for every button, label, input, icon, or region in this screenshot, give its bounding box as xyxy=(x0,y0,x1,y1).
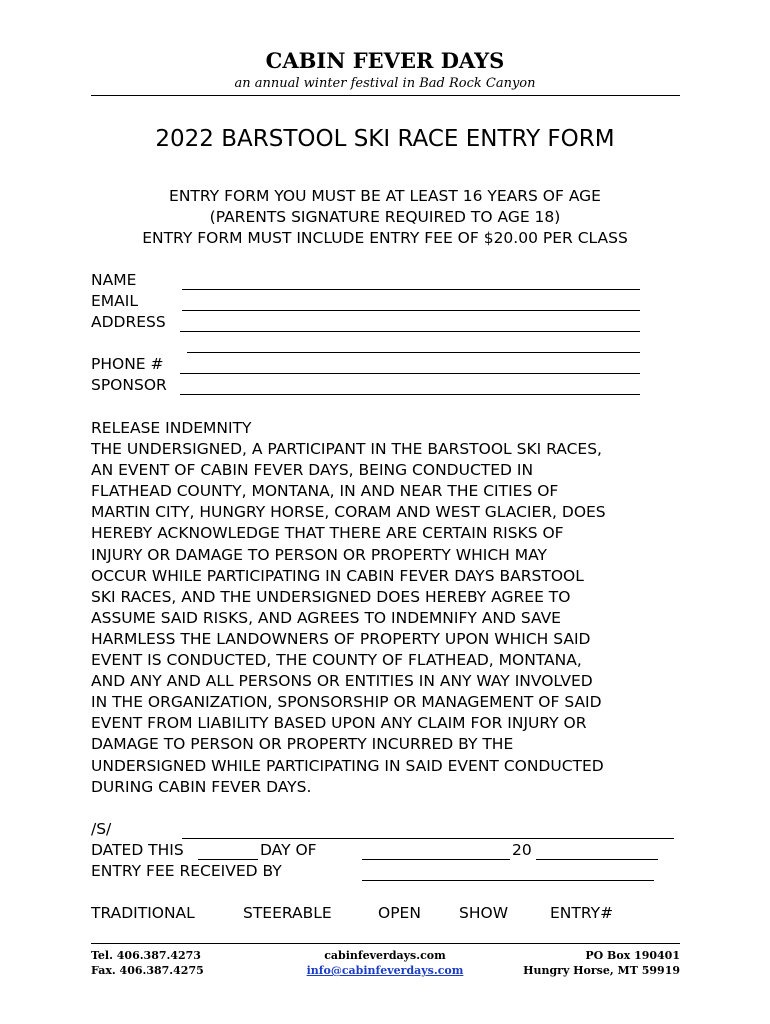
release-line: FLATHEAD COUNTY, MONTANA, IN AND NEAR THE CITIES OF xyxy=(91,482,559,501)
release-line: AN EVENT OF CABIN FEVER DAYS, BEING CONDUCTED IN xyxy=(91,461,534,480)
release-line: MARTIN CITY, HUNGRY HORSE, CORAM AND WEST GLACIER, DOES xyxy=(91,503,606,522)
sponsor-label: SPONSOR xyxy=(91,376,167,394)
footer-website: cabinfeverdays.com xyxy=(324,949,446,962)
release-line: UNDERSIGNED WHILE PARTICIPATING IN SAID EVENT CONDUCTED xyxy=(91,756,604,775)
fee-received-field[interactable] xyxy=(362,880,654,881)
entry-number-label: ENTRY# xyxy=(550,904,614,922)
festival-title: CABIN FEVER DAYS xyxy=(265,48,505,73)
release-line: EVENT IS CONDUCTED, THE COUNTY OF FLATHEAD, MONTANA, xyxy=(91,651,582,670)
signature-label: /S/ xyxy=(91,820,112,838)
year-field[interactable] xyxy=(536,859,658,860)
release-line: INJURY OR DAMAGE TO PERSON OR PROPERTY WHICH MAY xyxy=(91,545,547,564)
class-open: OPEN xyxy=(378,904,421,922)
name-field[interactable] xyxy=(182,289,640,290)
release-line: HARMLESS THE LANDOWNERS OF PROPERTY UPON WHICH SAID xyxy=(91,629,591,648)
footer-divider xyxy=(91,943,680,944)
requirement-line: ENTRY FORM YOU MUST BE AT LEAST 16 YEARS OF AGE xyxy=(169,187,601,205)
footer-po-box: PO Box 190401 xyxy=(585,949,680,962)
footer-address-block xyxy=(523,948,680,978)
fee-received-label: ENTRY FEE RECEIVED BY xyxy=(91,862,282,880)
phone-field[interactable] xyxy=(180,373,640,374)
phone-label: PHONE # xyxy=(91,355,164,373)
release-line: AND ANY AND ALL PERSONS OR ENTITIES IN ANY WAY INVOLVED xyxy=(91,672,593,691)
requirement-line: (PARENTS SIGNATURE REQUIRED TO AGE 18) xyxy=(209,208,561,226)
email-field[interactable] xyxy=(182,310,640,311)
class-steerable: STEERABLE xyxy=(243,904,332,922)
month-field[interactable] xyxy=(362,859,510,860)
release-line: IN THE ORGANIZATION, SPONSORSHIP OR MANAGEMENT OF SAID xyxy=(91,693,602,712)
release-line: HEREBY ACKNOWLEDGE THAT THERE ARE CERTAIN RISKS OF xyxy=(91,524,564,543)
release-line: EVENT FROM LIABILITY BASED UPON ANY CLAIM FOR INJURY OR xyxy=(91,714,587,733)
release-line: DAMAGE TO PERSON OR PROPERTY INCURRED BY THE xyxy=(91,735,514,754)
year-label: 20 xyxy=(512,841,532,859)
address-label: ADDRESS xyxy=(91,313,166,331)
release-line: OCCUR WHILE PARTICIPATING IN CABIN FEVER DAYS BARSTOOL xyxy=(91,566,584,585)
footer-email-link[interactable]: info@cabinfeverdays.com xyxy=(306,964,464,977)
release-line: SKI RACES, AND THE UNDERSIGNED DOES HEREBY AGREE TO xyxy=(91,587,571,606)
address-field[interactable] xyxy=(180,331,640,332)
class-show: SHOW xyxy=(459,904,509,922)
name-label: NAME xyxy=(91,271,137,289)
requirement-line: ENTRY FORM MUST INCLUDE ENTRY FEE OF $20.00 PER CLASS xyxy=(142,229,628,247)
class-traditional: TRADITIONAL xyxy=(91,904,195,922)
sponsor-field[interactable] xyxy=(180,394,640,395)
form-title: 2022 BARSTOOL SKI RACE ENTRY FORM xyxy=(155,126,615,152)
release-heading: RELEASE INDEMNITY xyxy=(91,419,252,437)
signature-field[interactable] xyxy=(182,838,674,839)
address-field-line2[interactable] xyxy=(187,352,640,353)
release-indemnity xyxy=(91,418,691,798)
footer-fax: Fax. 406.387.4275 xyxy=(91,964,204,977)
day-of-label: DAY OF xyxy=(260,841,317,859)
festival-subtitle: an annual winter festival in Bad Rock Canyon xyxy=(234,76,536,91)
release-line: THE UNDERSIGNED, A PARTICIPANT IN THE BARSTOOL SKI RACES, xyxy=(91,440,602,459)
footer-city: Hungry Horse, MT 59919 xyxy=(523,964,680,977)
day-field[interactable] xyxy=(198,859,258,860)
release-line: ASSUME SAID RISKS, AND AGREES TO INDEMNIFY AND SAVE xyxy=(91,608,561,627)
footer-tel: Tel. 406.387.4273 xyxy=(91,949,201,962)
release-line: DURING CABIN FEVER DAYS. xyxy=(91,777,312,796)
header-divider xyxy=(91,95,680,96)
email-label: EMAIL xyxy=(91,292,138,310)
dated-label: DATED THIS xyxy=(91,841,184,859)
